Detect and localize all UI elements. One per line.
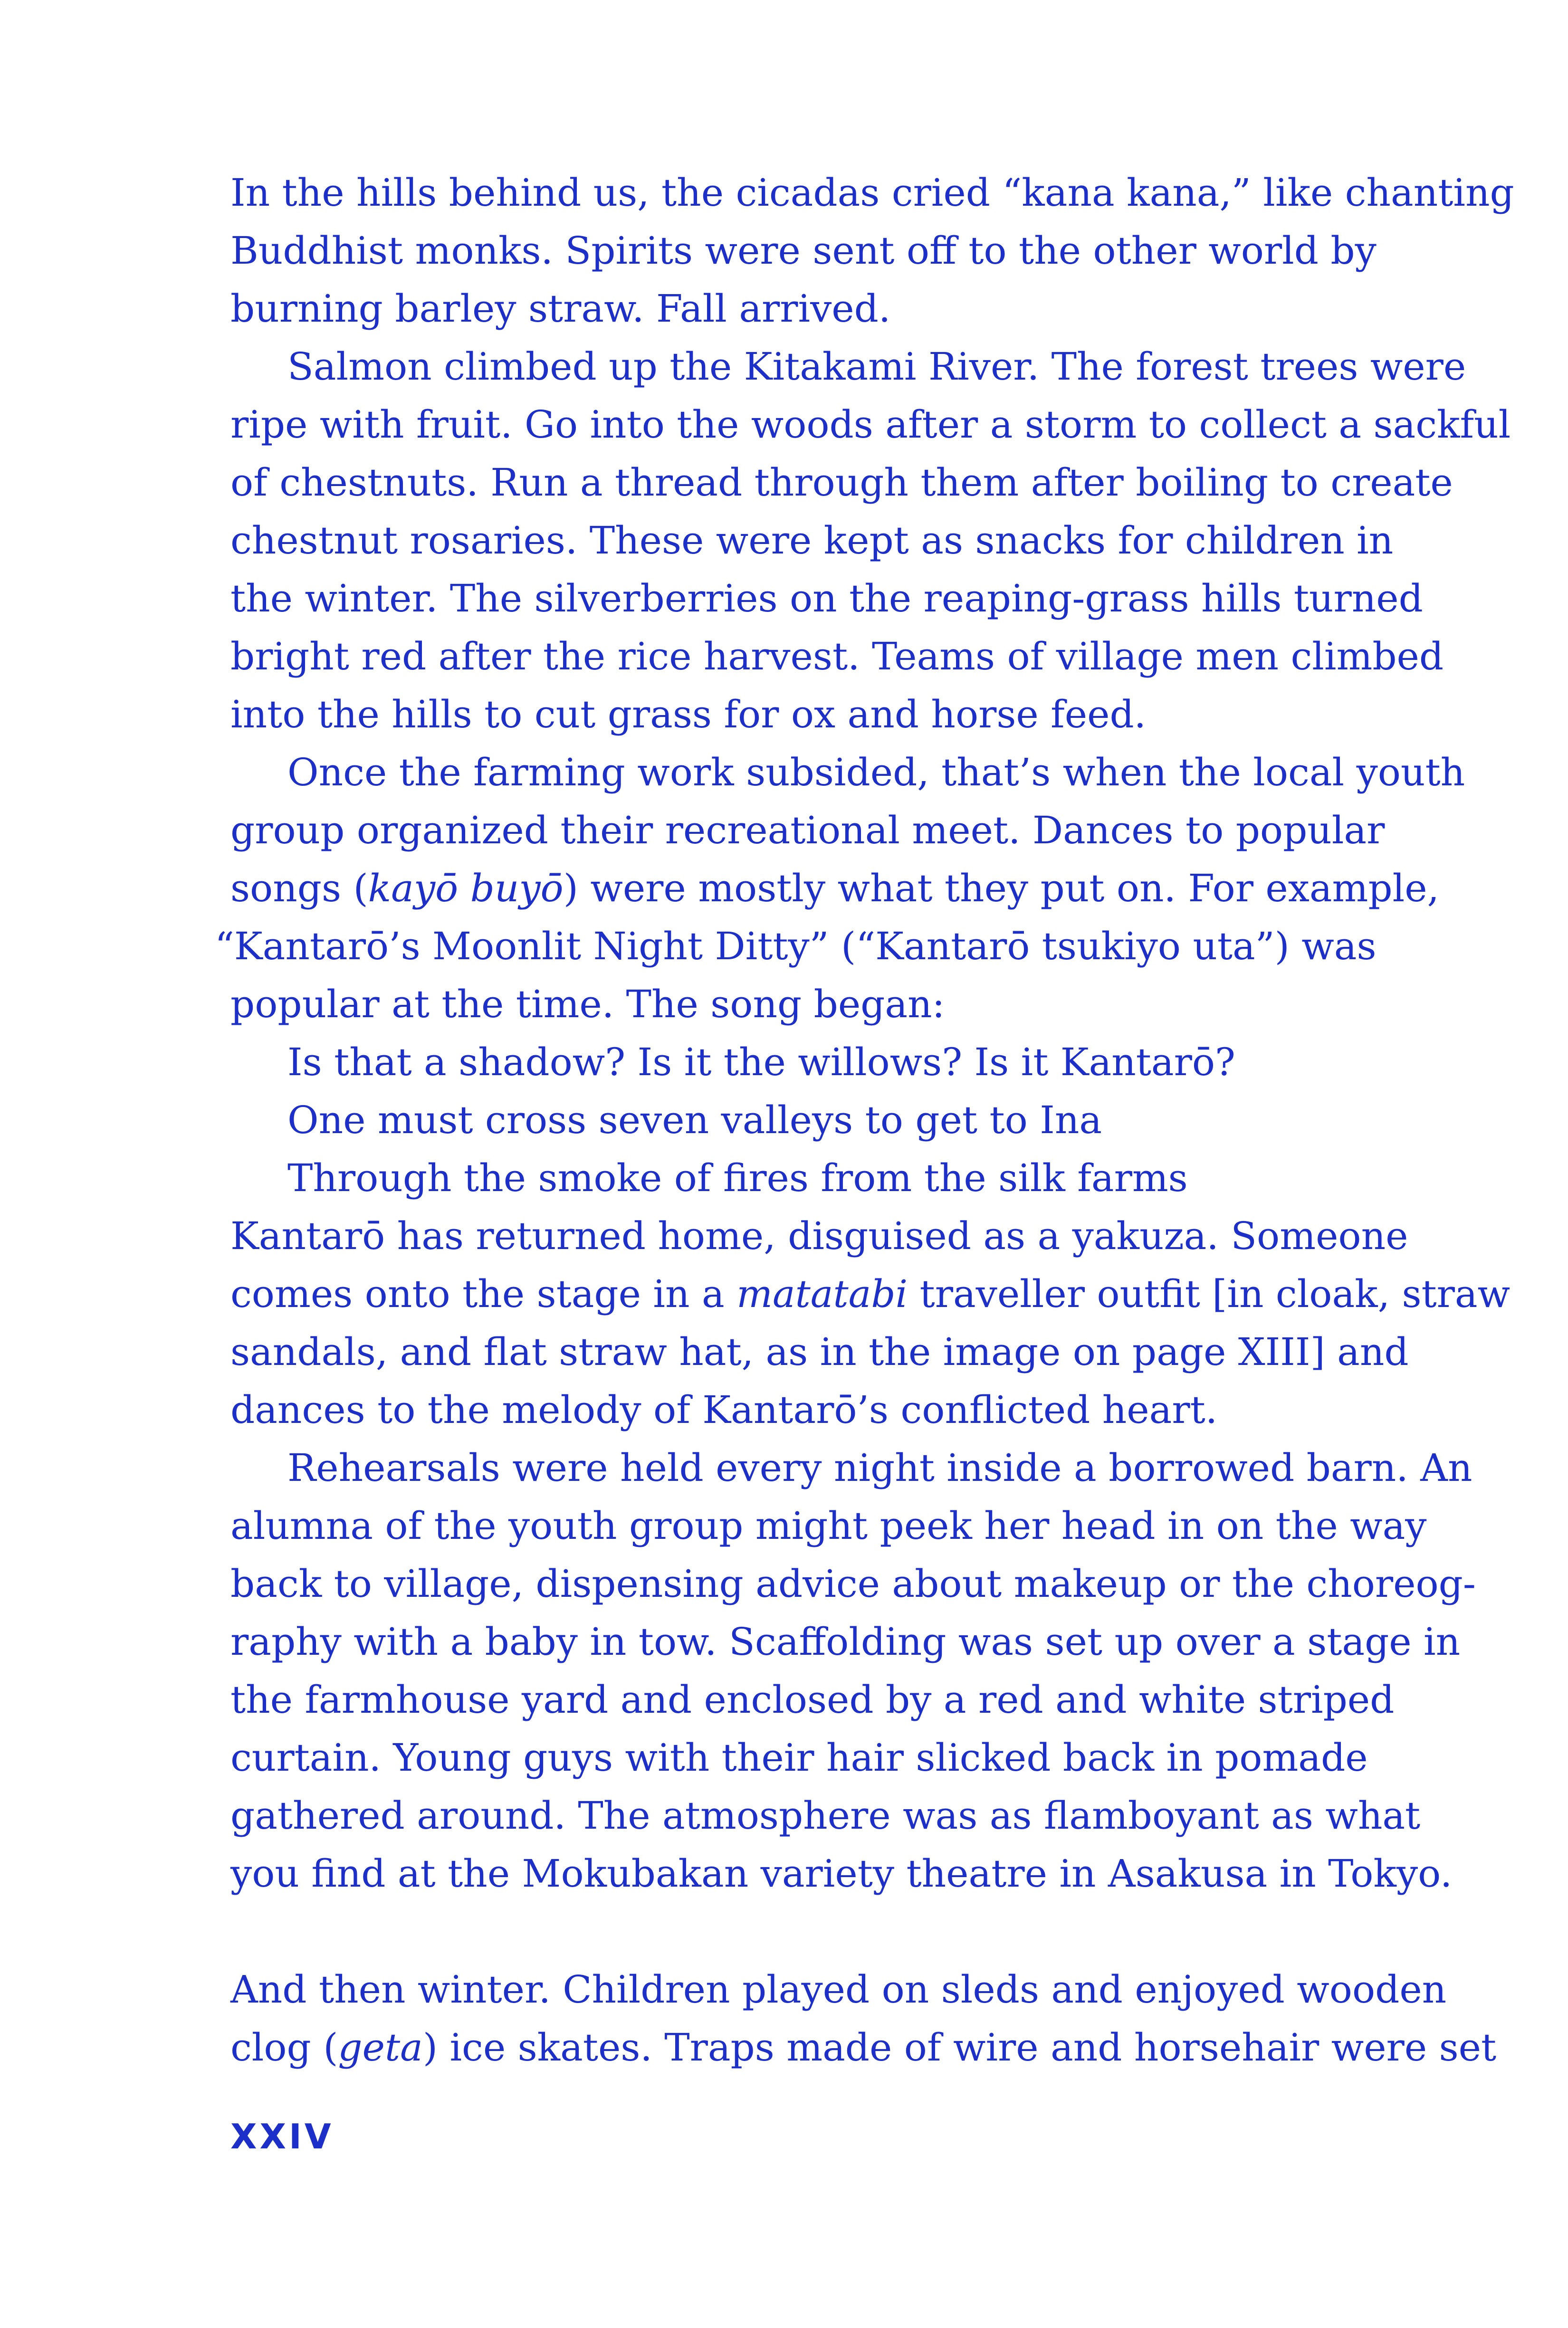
text-line: you find at the Mokubakan variety theatre in Asakusa in Tokyo. xyxy=(230,1851,1453,1896)
italic-term: matatabi xyxy=(736,1272,908,1316)
text-line: gathered around. The atmosphere was as flamboyant as what xyxy=(230,1794,1421,1838)
text-line: chestnut rosaries. These were kept as snacks for children in xyxy=(230,518,1394,563)
text-line: Buddhist monks. Spirits were sent off to the other world by xyxy=(230,229,1377,273)
text-line: Rehearsals were held every night inside a borrowed barn. An xyxy=(287,1446,1472,1490)
text-line: Once the farming work subsided, that’s when the local youth xyxy=(287,750,1465,794)
text-line: sandals, and flat straw hat, as in the image on page XIII] and xyxy=(230,1330,1409,1374)
italic-term: geta xyxy=(338,2025,423,2070)
text-line xyxy=(230,859,1439,917)
text-line: popular at the time. The song began: xyxy=(230,982,945,1026)
text-run: ) were mostly what they put on. For example, xyxy=(563,866,1439,910)
text-line: “Kantarō’s Moonlit Night Ditty” (“Kantarō tsukiyo uta”) was xyxy=(215,924,1377,968)
text-line: Salmon climbed up the Kitakami River. The forest trees were xyxy=(287,344,1466,389)
text-line: burning barley straw. Fall arrived. xyxy=(230,286,891,331)
italic-term: kayō buyō xyxy=(368,866,564,910)
text-line: bright red after the rice harvest. Teams of village men climbed xyxy=(230,634,1444,678)
text-run: comes onto the stage in a xyxy=(230,1272,737,1316)
song-line: Is that a shadow? Is it the willows? Is it Kantarō? xyxy=(287,1040,1235,1084)
text-line: Kantarō has returned home, disguised as a yakuza. Someone xyxy=(230,1214,1408,1258)
text-line xyxy=(230,2019,1496,2077)
text-line: alumna of the youth group might peek her head in on the way xyxy=(230,1504,1427,1548)
text-run: traveller outfit [in cloak, straw xyxy=(908,1272,1511,1316)
text-line: And then winter. Children played on sleds and enjoyed wooden xyxy=(230,1967,1447,2012)
text-line: the farmhouse yard and enclosed by a red and white striped xyxy=(230,1678,1395,1722)
text-run: clog ( xyxy=(230,2025,338,2070)
text-run: songs ( xyxy=(230,866,368,910)
text-line: of chestnuts. Run a thread through them after boiling to create xyxy=(230,460,1453,505)
page-number: XXIV xyxy=(230,2117,334,2156)
text-line: ripe with fruit. Go into the woods after a storm to collect a sackful xyxy=(230,402,1511,447)
text-line: back to village, dispensing advice about makeup or the choreog- xyxy=(230,1562,1476,1606)
song-line: Through the smoke of fires from the silk farms xyxy=(287,1156,1188,1200)
text-run: ) ice skates. Traps made of wire and horsehair were set xyxy=(422,2025,1497,2070)
text-line: group organized their recreational meet. Dances to popular xyxy=(230,808,1385,852)
song-line: One must cross seven valleys to get to Ina xyxy=(287,1098,1102,1142)
text-line: raphy with a baby in tow. Scaffolding was set up over a stage in xyxy=(230,1620,1461,1664)
text-line: dances to the melody of Kantarō’s conflicted heart. xyxy=(230,1388,1218,1432)
text-line: the winter. The silverberries on the reaping-grass hills turned xyxy=(230,576,1423,620)
text-line xyxy=(230,1265,1510,1323)
text-line: In the hills behind us, the cicadas cried “kana kana,” like chanting xyxy=(230,171,1514,215)
text-line: into the hills to cut grass for ox and horse feed. xyxy=(230,692,1147,736)
text-line: curtain. Young guys with their hair slicked back in pomade xyxy=(230,1736,1368,1780)
